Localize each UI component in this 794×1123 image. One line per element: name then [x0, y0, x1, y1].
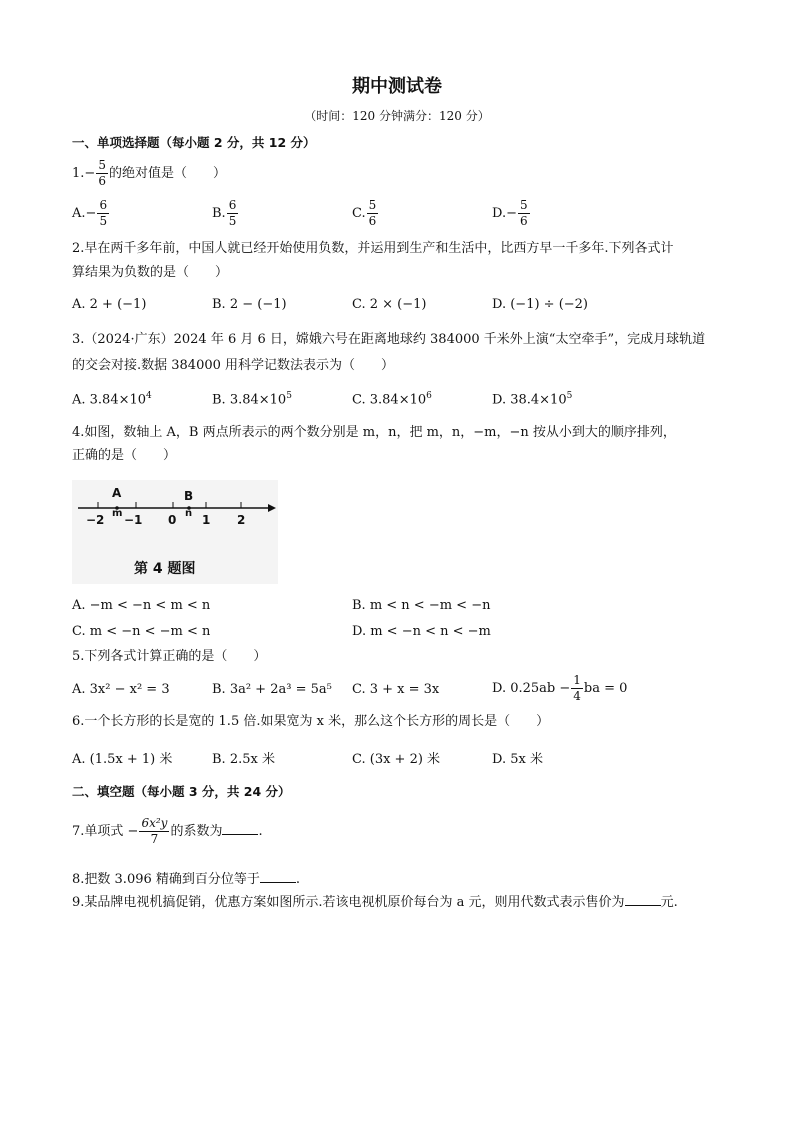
tick-0: 0	[168, 513, 177, 527]
q4-option-b[interactable]: B. m < n < −m < −n	[352, 598, 491, 613]
q2-line-1: 2.早在两千多年前，中国人就已经开始使用负数，并运用到生产和生活中，比西方早一千多年.下列各式计	[72, 241, 674, 256]
q6-option-c[interactable]: C. (3x + 2) 米	[352, 752, 441, 767]
question-5: 5.下列各式计算正确的是（ ）	[72, 649, 267, 664]
q3-option-d[interactable]: D. $38.4\times 10^5$	[492, 391, 573, 408]
q2-option-c[interactable]: C. 2 × (−1)	[352, 297, 427, 312]
q5-option-d[interactable]: D. 0.25ab − $\frac{1}{4}$ ba = 0	[492, 673, 628, 703]
q8-answer-blank[interactable]	[260, 870, 296, 883]
q1-option-d[interactable]: D.− $\frac{5}{6}$	[492, 198, 528, 228]
q7-answer-blank[interactable]	[222, 822, 258, 835]
tick-1: 1	[202, 513, 211, 527]
q1-numerator: 5	[98, 158, 106, 172]
q2-line-2: 算结果为负数的是（ ）	[72, 265, 229, 280]
question-1: 1.− $\frac{5}{6}$ 的绝对值是（ ）	[72, 158, 226, 188]
number-line-figure	[72, 480, 278, 584]
q6-option-d[interactable]: D. 5x 米	[492, 752, 543, 767]
page-title: 期中测试卷	[352, 76, 442, 97]
q4-option-a[interactable]: A. −m < −n < m < n	[72, 598, 211, 613]
q1-text: 的绝对值是（ ）	[108, 166, 226, 181]
q2-option-d[interactable]: D. (−1) ÷ (−2)	[492, 297, 588, 312]
label-n: n	[185, 508, 193, 519]
q6-option-b[interactable]: B. 2.5x 米	[212, 752, 275, 767]
tick-2: 2	[237, 513, 246, 527]
section-1-heading: 一、单项选择题（每小题 2 分，共 12 分）	[72, 135, 316, 150]
label-m: m	[112, 508, 123, 519]
q4-line-2: 正确的是（ ）	[72, 448, 177, 463]
q2-option-b[interactable]: B. 2 − (−1)	[212, 297, 287, 312]
q4-option-d[interactable]: D. m < −n < n < −m	[352, 624, 491, 639]
question-6: 6.一个长方形的长是宽的 1.5 倍.如果宽为 x 米，那么这个长方形的周长是（ ）	[72, 714, 550, 729]
q3-line-2: 的交会对接.数据 384000 用科学记数法表示为（ ）	[72, 358, 395, 373]
q4-line-1: 4.如图，数轴上 A，B 两点所表示的两个数分别是 m，n，把 m，n，−m，−n 按从小到大的顺序排列，	[72, 425, 676, 440]
q5-option-c[interactable]: C. 3 + x = 3x	[352, 682, 440, 697]
question-9: 9.某品牌电视机搞促销，优惠方案如图所示.若该电视机原价每台为 a 元，则用代数式表示售价为 元.	[72, 895, 678, 910]
q1-denominator: 6	[98, 174, 106, 188]
question-8: 8.把数 3.096 精确到百分位等于 .	[72, 872, 301, 887]
q3-option-c[interactable]: C. $3.84\times 10^6$	[352, 391, 432, 408]
q3-option-a[interactable]: A. $3.84\times 10^4$	[72, 391, 152, 408]
q3-line-1: 3.（2024·广东）2024 年 6 月 6 日，嫦娥六号在距离地球约 384000 千米外上演“太空牵手”，完成月球轨道	[72, 332, 706, 347]
q2-option-a[interactable]: A. 2 + (−1)	[72, 297, 147, 312]
section-2-heading: 二、填空题（每小题 3 分，共 24 分）	[72, 784, 291, 799]
point-b-label: B	[184, 489, 194, 503]
question-7: 7.单项式 − $\frac{\text{6x²y}}{7}$ 的系数为 .	[72, 816, 263, 846]
point-a-label: A	[112, 486, 122, 500]
exam-info: （时间：120 分钟满分：120 分）	[304, 109, 490, 123]
q1-option-a[interactable]: A.− $\frac{6}{5}$	[72, 198, 108, 228]
q3-option-b[interactable]: B. $3.84\times 10^5$	[212, 391, 292, 408]
q9-answer-blank[interactable]	[625, 893, 661, 906]
q5-option-a[interactable]: A. 3x² − x² = 3	[72, 682, 170, 697]
q6-option-a[interactable]: A. (1.5x + 1) 米	[72, 752, 173, 767]
q5-option-b[interactable]: B. 3a² + 2a³ = 5a⁵	[212, 682, 332, 697]
q4-option-c[interactable]: C. m < −n < −m < n	[72, 624, 211, 639]
tick-minus-2: −2	[86, 513, 105, 527]
number-line	[72, 480, 278, 540]
figure-caption: 第 4 题图	[134, 561, 196, 577]
q1-option-c[interactable]: C. $\frac{5}{6}$	[352, 198, 377, 228]
tick-minus-1: −1	[124, 513, 143, 527]
q1-option-b[interactable]: B. $\frac{6}{5}$	[212, 198, 237, 228]
q1-prefix: 1.	[72, 166, 85, 181]
